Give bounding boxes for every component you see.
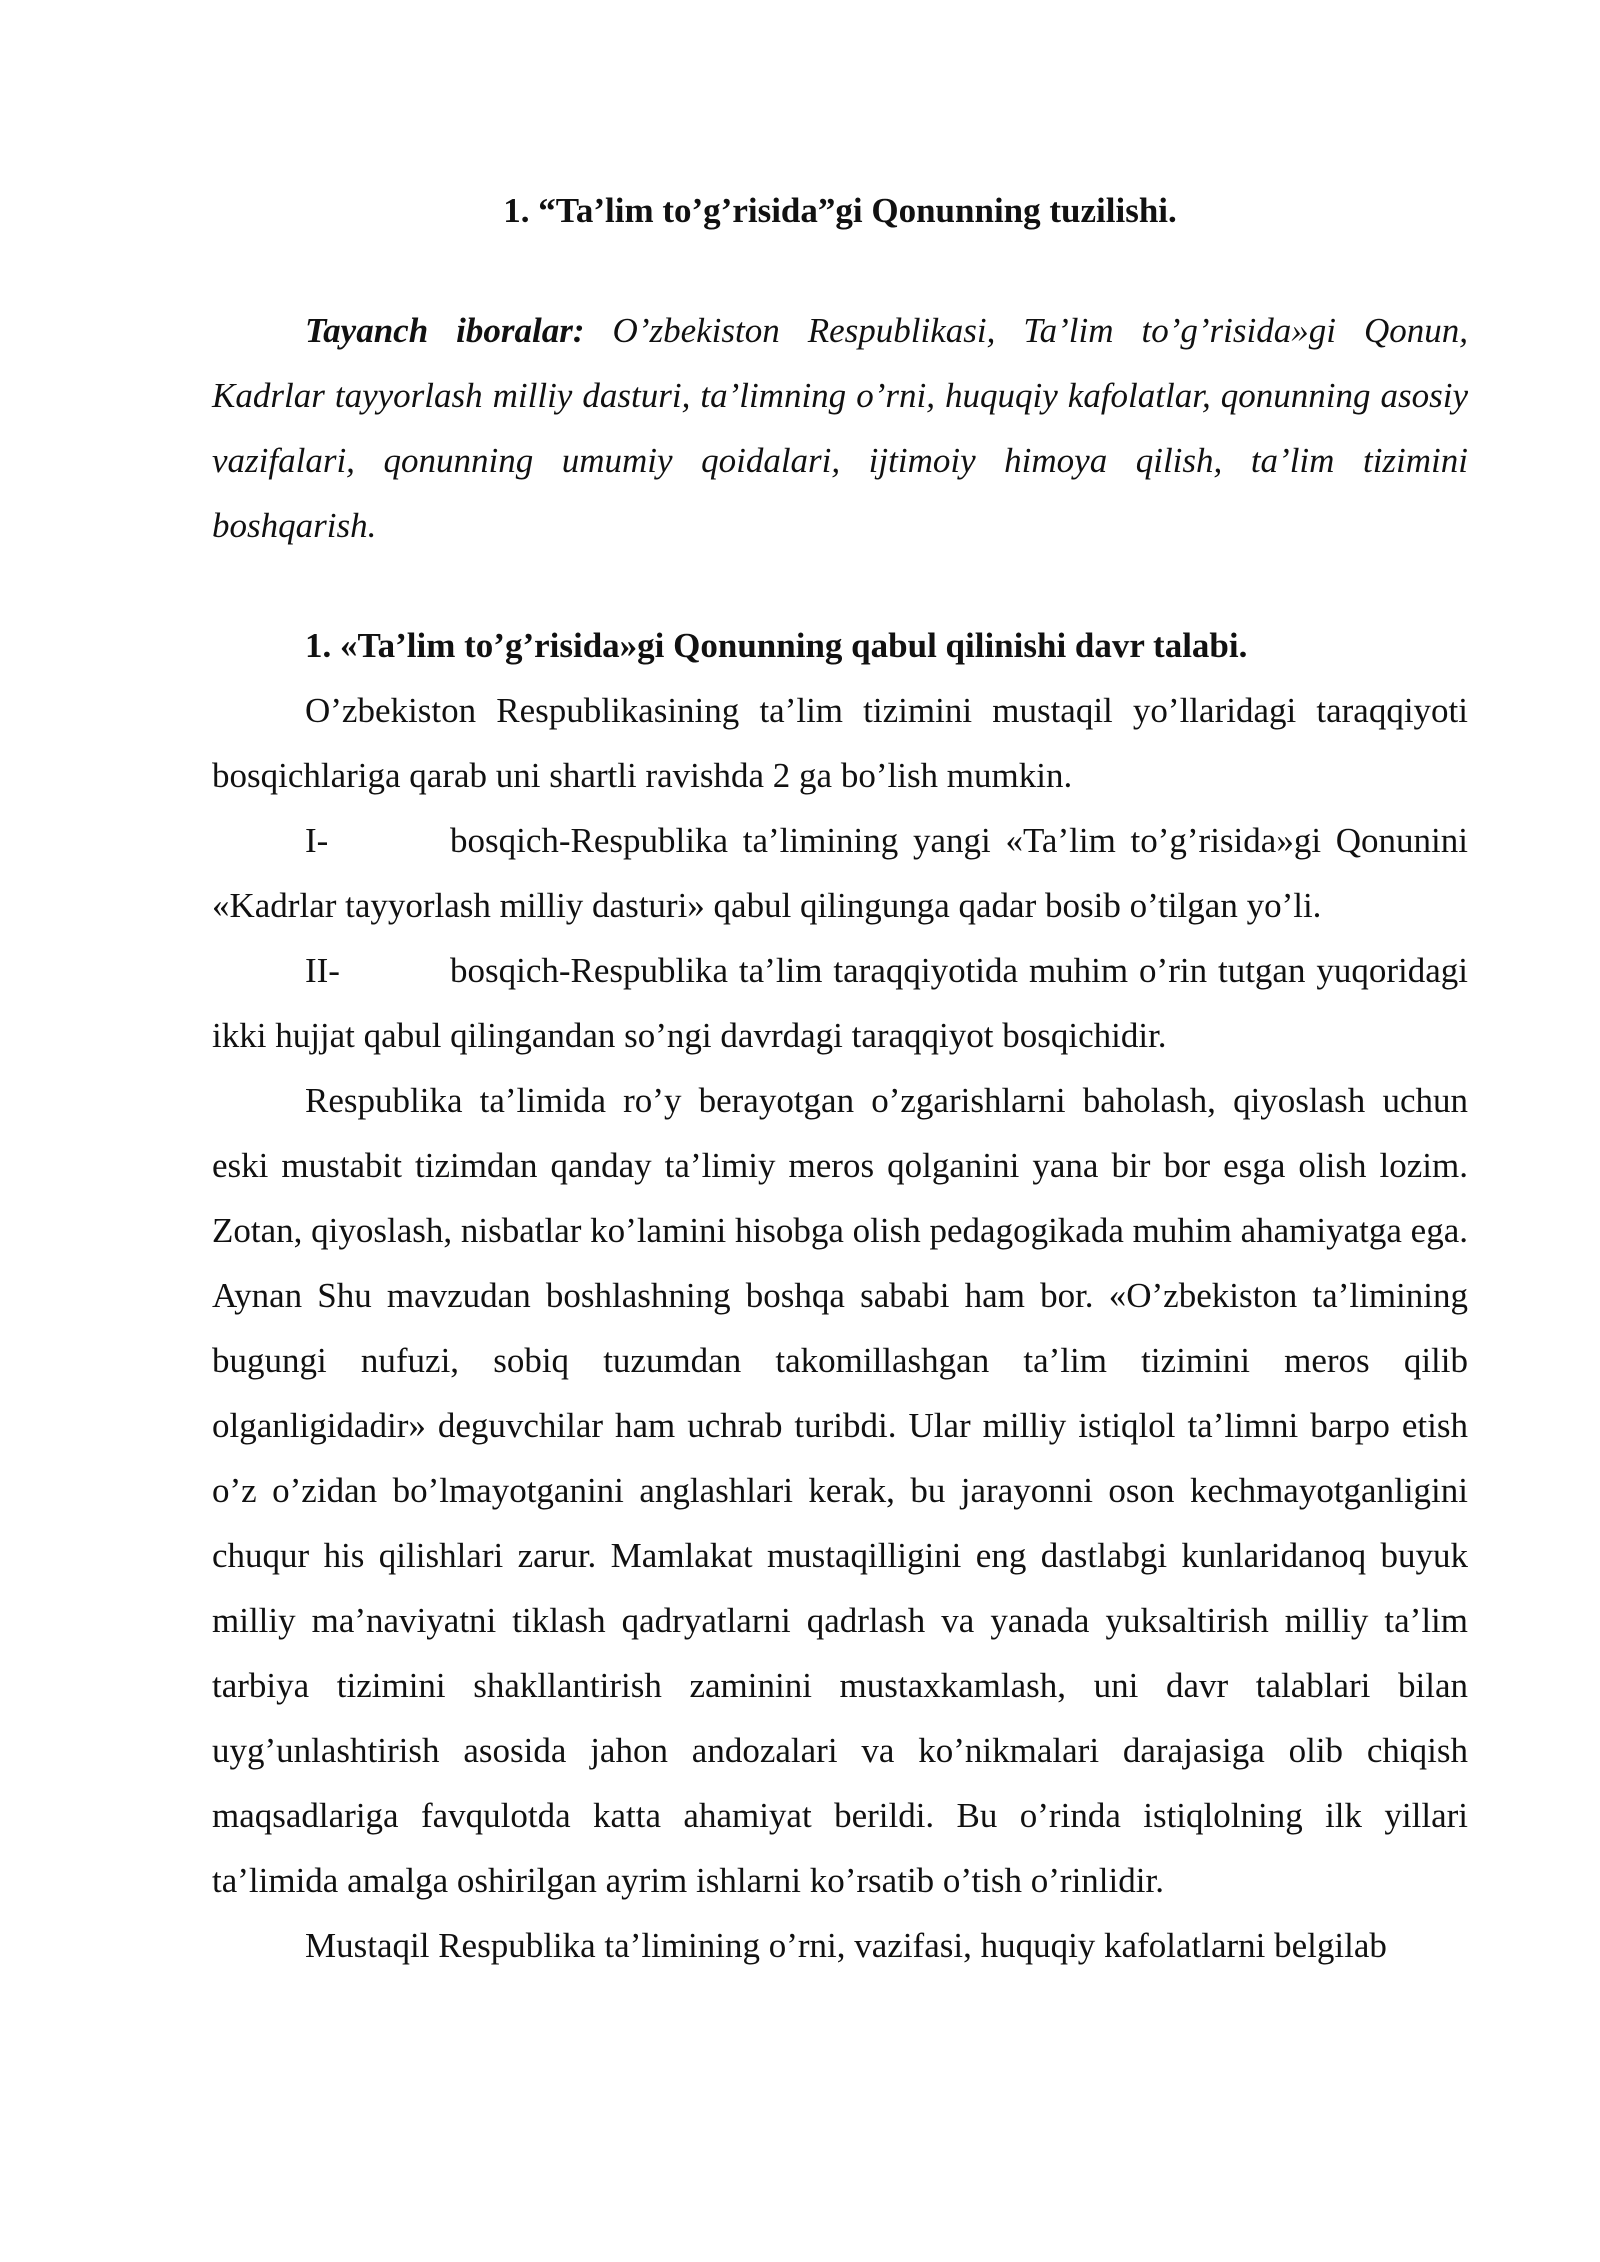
stage-item-2: [212, 938, 1468, 1068]
stage-text: bosqich-Respublika ta’lim taraqqiyotida muhim o’rin tutgan yuqoridagi ikki hujjat qabul qilingandan so’ngi davrdagi taraqqiyot bosqichidir.: [212, 951, 1468, 1055]
body-paragraph: Respublika ta’limida ro’y berayotgan o’zgarishlarni baholash, qiyoslash uchun eski mustabit tizimdan qanday ta’limiy meros qolganini yana bir bor esga olish lozim. Zotan, qiyoslash, nisbatlar ko’lamini hisobga olish pedagogikada muhim ahamiyatga ega. Aynan Shu mavzudan boshlashning boshqa sababi ham bor. «O’zbekiston ta’limining bugungi nufuzi, sobiq tuzumdan takomillashgan ta’lim tizimini meros qilib olganligidadir» deguvchilar ham uchrab turibdi. Ular milliy istiqlol ta’limni barpo etish o’z o’zidan bo’lmayotganini anglashlari kerak, bu jarayonni oson kechmayotganligini chuqur his qilishlari zarur. Mamlakat mustaqilligini eng dastlabgi kunlaridanoq buyuk milliy ma’naviyatni tiklash qadryatlarni qadrlash va yanada yuksaltirish milliy ta’lim tarbiya tizimini shakllantirish zaminini mustaxkamlash, uni davr talablari bilan uyg’unlashtirish asosida jahon andozalari va ko’nikmalari darajasiga olib chiqish maqsadlariga favqulotda katta ahamiyat berildi. Bu o’rinda istiqlolning ilk yillari ta’limida amalga oshirilgan ayrim ishlarni ko’rsatib o’tish o’rinlidir.: [212, 1081, 1468, 1900]
stage-number: I-: [305, 821, 329, 860]
keywords-paragraph: [212, 298, 1468, 558]
document-content: [212, 178, 1468, 1978]
section-heading: 1. «Ta’lim to’g’risida»gi Qonunning qabul qilinishi davr talabi.: [305, 626, 1248, 665]
stage-item-1: [212, 808, 1468, 938]
last-paragraph: Mustaqil Respublika ta’limining o’rni, vazifasi, huquqiy kafolatlarni belgilab: [305, 1926, 1387, 1965]
keywords-label: Tayanch iboralar:: [305, 311, 585, 350]
stage-text: bosqich-Respublika ta’limining yangi «Ta’lim to’g’risida»gi Qonunini «Kadrlar tayyorlash milliy dasturi» qabul qilingunga qadar bosib o’tilgan yo’li.: [212, 821, 1468, 925]
keywords-text: O’zbekiston Respublikasi, Ta’lim to’g’risida»gi Qonun, Kadrlar tayyorlash milliy dasturi, ta’limning o’rni, huquqiy kafolatlar, qonunning asosiy vazifalari, qonunning umumiy qoidalari, ijtimoiy himoya qilish, ta’lim tizimini boshqarish.: [212, 311, 1468, 545]
intro-paragraph: O’zbekiston Respublikasining ta’lim tizimini mustaqil yo’llaridagi taraqqiyoti bosqichlariga qarab uni shartli ravishda 2 ga bo’lish mumkin.: [212, 691, 1468, 795]
page-title: 1. “Ta’lim to’g’risida”gi Qonunning tuzilishi.: [503, 191, 1177, 230]
stage-number: II-: [305, 951, 340, 990]
